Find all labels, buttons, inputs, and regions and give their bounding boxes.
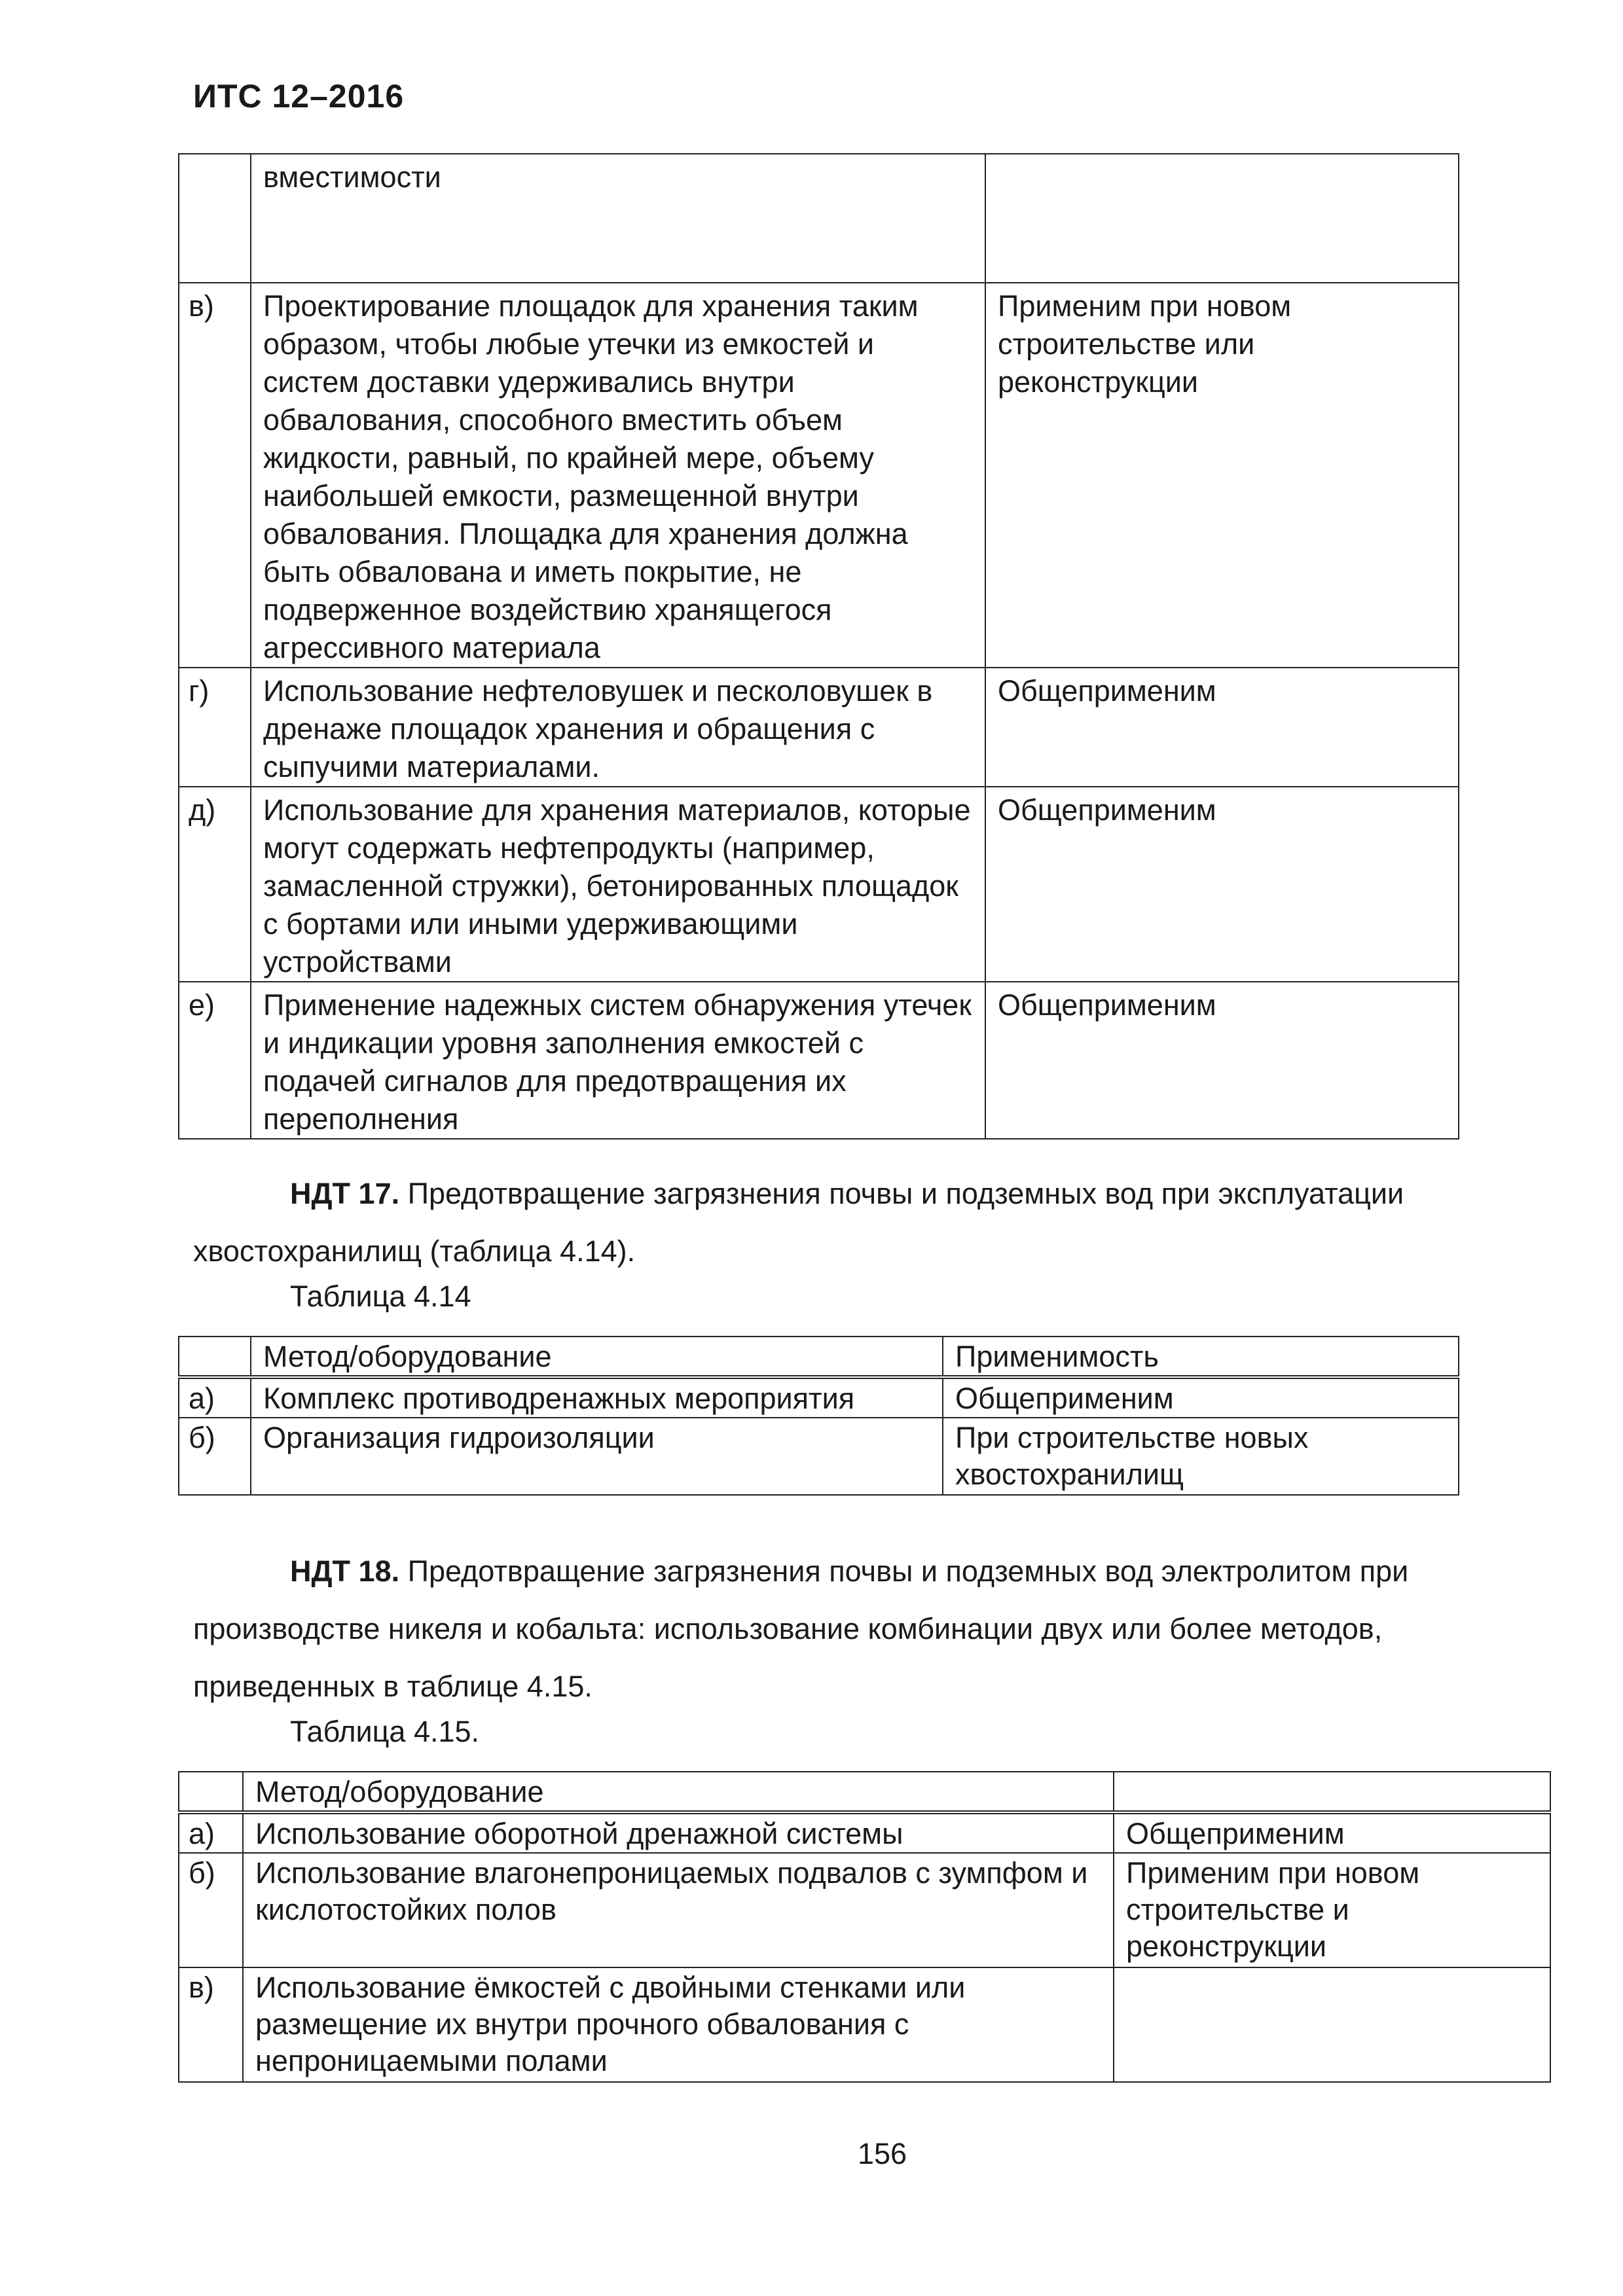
row-label: в) <box>179 1967 243 2082</box>
page-number: 156 <box>858 2137 907 2170</box>
method-cell: Использование влагонепроницаемых подвалов с зумпфом и кислотостойких полов <box>243 1853 1114 1967</box>
table-header-row <box>179 1772 1550 1812</box>
row-label: в) <box>179 283 251 668</box>
method-cell: Применение надежных систем обнаружения утечек и индикации уровня заполнения емкостей с подачей сигналов для предотвращения их переполнения <box>251 982 985 1139</box>
table-4-15 <box>178 1771 1551 2083</box>
applicability-cell: Общеприменим <box>985 787 1459 982</box>
table-row <box>179 283 1459 668</box>
applicability-cell: Общеприменим <box>985 668 1459 787</box>
table-row <box>179 1418 1459 1495</box>
method-cell: Организация гидроизоляции <box>251 1418 943 1495</box>
ndt18-title: НДТ 18. <box>290 1554 400 1588</box>
method-cell: Комплекс противодренажных мероприятия <box>251 1377 943 1418</box>
applicability-cell <box>985 154 1459 283</box>
row-label: а) <box>179 1377 251 1418</box>
header-cell-method: Метод/оборудование <box>243 1772 1114 1812</box>
method-cell: Использование нефтеловушек и песколовушек в дренаже площадок хранения и обращения с сыпучими материалами. <box>251 668 985 787</box>
table-row <box>179 1377 1459 1418</box>
ndt17-paragraph <box>193 1165 1542 1280</box>
table-4-14-caption: Таблица 4.14 <box>290 1280 471 1313</box>
row-label: е) <box>179 982 251 1139</box>
header-cell <box>179 1772 243 1812</box>
table-4-14 <box>178 1336 1459 1496</box>
method-cell: вместимости <box>251 154 985 283</box>
applicability-cell: Общеприменим <box>943 1377 1459 1418</box>
table-row <box>179 787 1459 982</box>
table-row <box>179 668 1459 787</box>
table-row <box>179 1812 1550 1853</box>
header-cell-method: Метод/оборудование <box>251 1336 943 1377</box>
applicability-cell: Применим при новом строительстве или реконструкции <box>985 283 1459 668</box>
table-4-13-continuation <box>178 153 1459 1139</box>
applicability-cell: Общеприменим <box>985 982 1459 1139</box>
applicability-cell: Применим при новом строительстве и реконструкции <box>1114 1853 1550 1967</box>
document-code: ИТС 12–2016 <box>193 78 405 115</box>
method-cell: Использование ёмкостей с двойными стенками или размещение их внутри прочного обвалования с непроницаемыми полами <box>243 1967 1114 2082</box>
ndt17-text: Предотвращение загрязнения почвы и подземных вод при эксплуатации хвостохранилищ (таблица 4.14). <box>193 1177 1404 1268</box>
ndt18-text: Предотвращение загрязнения почвы и подземных вод электролитом при производстве никеля и кобальта: использование комбинации двух или более методов, приведенных в таблице 4.15. <box>193 1554 1409 1703</box>
ndt17-title: НДТ 17. <box>290 1177 400 1210</box>
method-cell: Использование для хранения материалов, которые могут содержать нефтепродукты (например, замасленной стружки), бетонированных площадок с бортами или иными удерживающими устройствами <box>251 787 985 982</box>
row-label: б) <box>179 1418 251 1495</box>
row-label: б) <box>179 1853 243 1967</box>
row-label: д) <box>179 787 251 982</box>
row-label: г) <box>179 668 251 787</box>
method-cell: Использование оборотной дренажной системы <box>243 1812 1114 1853</box>
table-row <box>179 982 1459 1139</box>
table-header-row <box>179 1336 1459 1377</box>
header-cell <box>179 1336 251 1377</box>
applicability-cell <box>1114 1967 1550 2082</box>
row-label <box>179 154 251 283</box>
table-row <box>179 1967 1550 2082</box>
ndt18-paragraph <box>193 1543 1542 1715</box>
header-cell-applicability <box>1114 1772 1550 1812</box>
applicability-cell: При строительстве новых хвостохранилищ <box>943 1418 1459 1495</box>
table-row <box>179 154 1459 283</box>
applicability-cell: Общеприменим <box>1114 1812 1550 1853</box>
method-cell: Проектирование площадок для хранения таким образом, чтобы любые утечки из емкостей и систем доставки удерживались внутри обвалования, способного вместить объем жидкости, равный, по крайней мере, объему наибольшей емкости, размещенной внутри обвалования. Площадка для хранения должна быть обвалована и иметь покрытие, не подверженное воздействию хранящегося агрессивного материала <box>251 283 985 668</box>
table-row <box>179 1853 1550 1967</box>
header-cell-applicability: Применимость <box>943 1336 1459 1377</box>
table-4-15-caption: Таблица 4.15. <box>290 1715 480 1748</box>
row-label: а) <box>179 1812 243 1853</box>
